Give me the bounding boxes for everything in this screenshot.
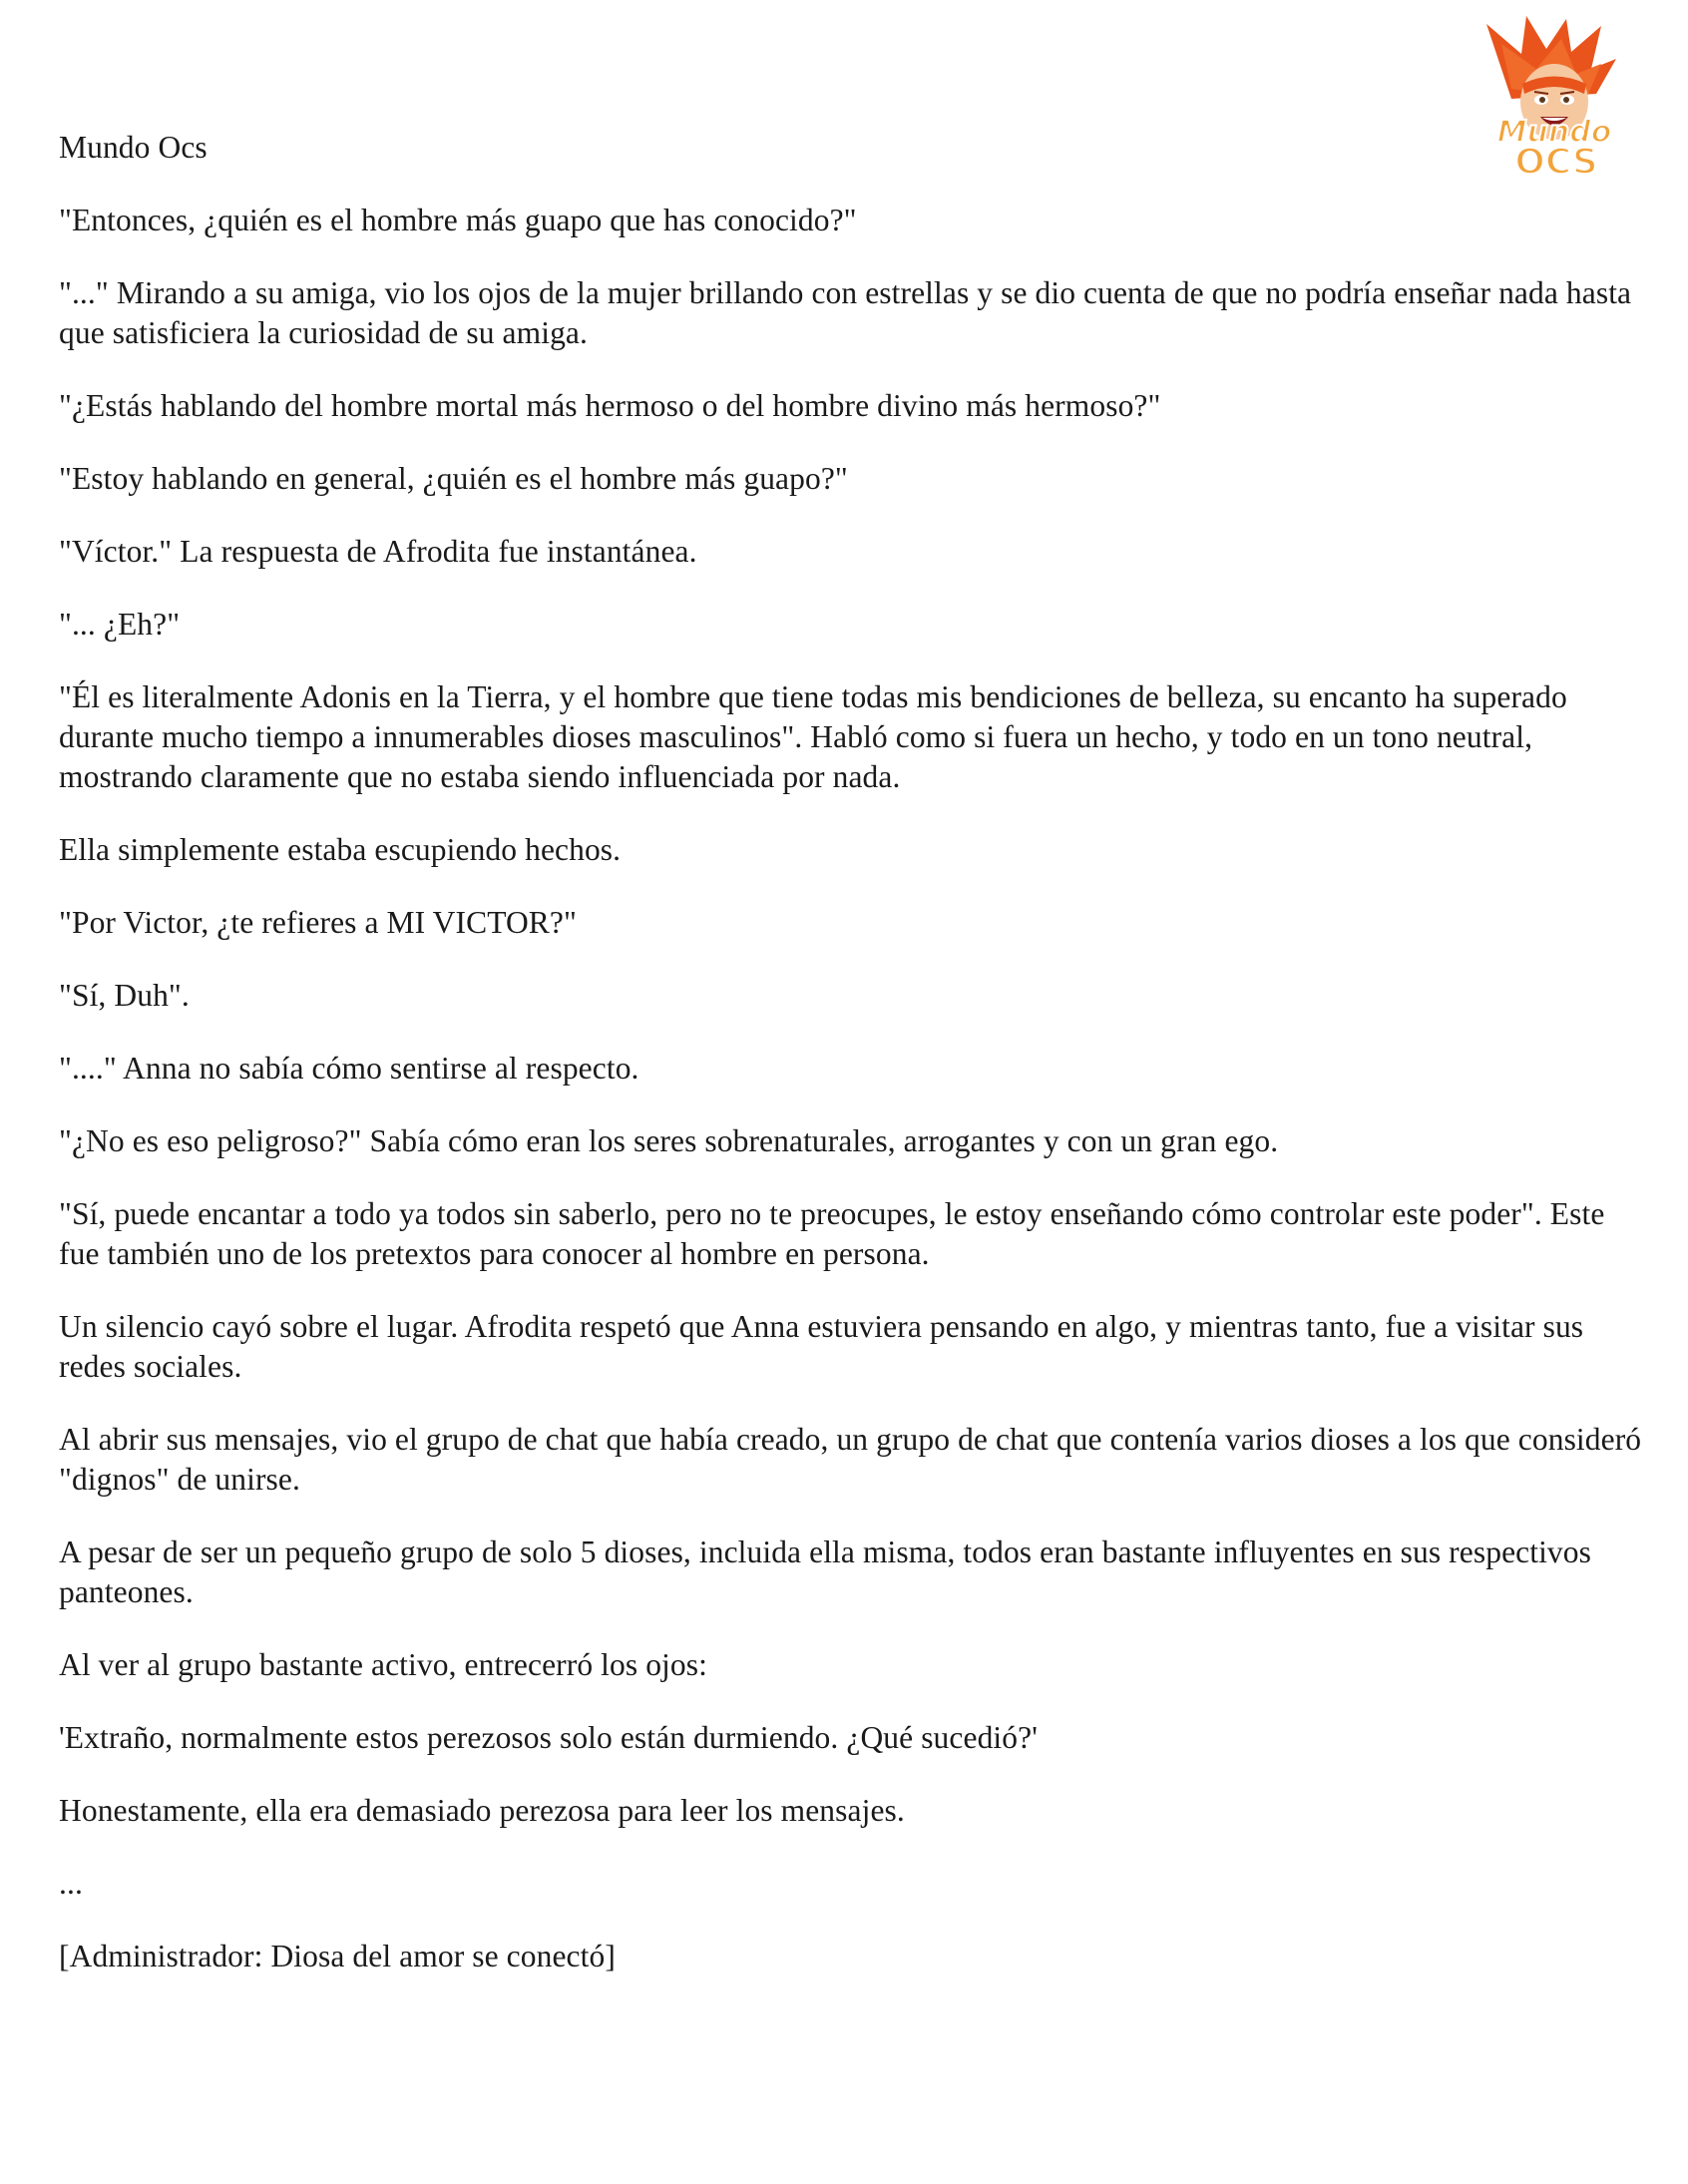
- paragraph: "... ¿Eh?": [59, 607, 181, 642]
- paragraph: "¿Estás hablando del hombre mortal más hermoso o del hombre divino más hermoso?": [59, 388, 1161, 423]
- paragraph: "Sí, puede encantar a todo ya todos sin saberlo, pero no te preocupes, le estoy enseñando cómo controlar este poder". Este fue también uno de los pretextos para conocer al hombre en persona.: [59, 1196, 1605, 1271]
- paragraph: "...." Anna no sabía cómo sentirse al respecto.: [59, 1051, 639, 1086]
- logo-text-line2: OCS: [1514, 142, 1598, 183]
- paragraph: Al abrir sus mensajes, vio el grupo de chat que había creado, un grupo de chat que contenía varios dioses a los que consideró "dignos" de unirse.: [59, 1422, 1642, 1497]
- paragraph: "¿No es eso peligroso?" Sabía cómo eran los seres sobrenaturales, arrogantes y con un gran ego.: [59, 1123, 1279, 1158]
- paragraph: "Estoy hablando en general, ¿quién es el hombre más guapo?": [59, 461, 848, 496]
- paragraph: Un silencio cayó sobre el lugar. Afrodita respetó que Anna estuviera pensando en algo, y mientras tanto, fue a visitar sus redes sociales.: [59, 1309, 1584, 1384]
- paragraph: "Él es literalmente Adonis en la Tierra, y el hombre que tiene todas mis bendiciones de belleza, su encanto ha superado durante mucho tiempo a innumerables dioses masculinos". Habló como si fuera un hecho, y todo en un tono neutral, mostrando claramente que no estaba siendo influenciada por nada.: [59, 679, 1567, 794]
- document-body: [59, 128, 1645, 2009]
- paragraph: 'Extraño, normalmente estos perezosos solo están durmiendo. ¿Qué sucedió?': [59, 1720, 1038, 1755]
- paragraph: Mundo Ocs: [59, 130, 208, 165]
- logo-text-line1: Mundo: [1496, 115, 1612, 150]
- paragraph: "Por Victor, ¿te refieres a MI VICTOR?": [59, 905, 577, 940]
- paragraph: "..." Mirando a su amiga, vio los ojos de la mujer brillando con estrellas y se dio cuenta de que no podría enseñar nada hasta que satisficiera la curiosidad de su amiga.: [59, 275, 1632, 350]
- paragraph: "Víctor." La respuesta de Afrodita fue instantánea.: [59, 534, 697, 569]
- paragraph: Ella simplemente estaba escupiendo hechos.: [59, 832, 622, 867]
- paragraph: ...: [59, 1866, 83, 1901]
- paragraph: [Administrador: Diosa del amor se conectó]: [59, 1939, 616, 1973]
- paragraph: Al ver al grupo bastante activo, entrecerró los ojos:: [59, 1647, 707, 1682]
- paragraph: Honestamente, ella era demasiado perezosa para leer los mensajes.: [59, 1793, 905, 1828]
- paragraph: "Sí, Duh".: [59, 978, 190, 1013]
- paragraph: A pesar de ser un pequeño grupo de solo 5 dioses, incluida ella misma, todos eran bastante influyentes en sus respectivos panteones.: [59, 1534, 1591, 1609]
- paragraph: "Entonces, ¿quién es el hombre más guapo que has conocido?": [59, 203, 857, 237]
